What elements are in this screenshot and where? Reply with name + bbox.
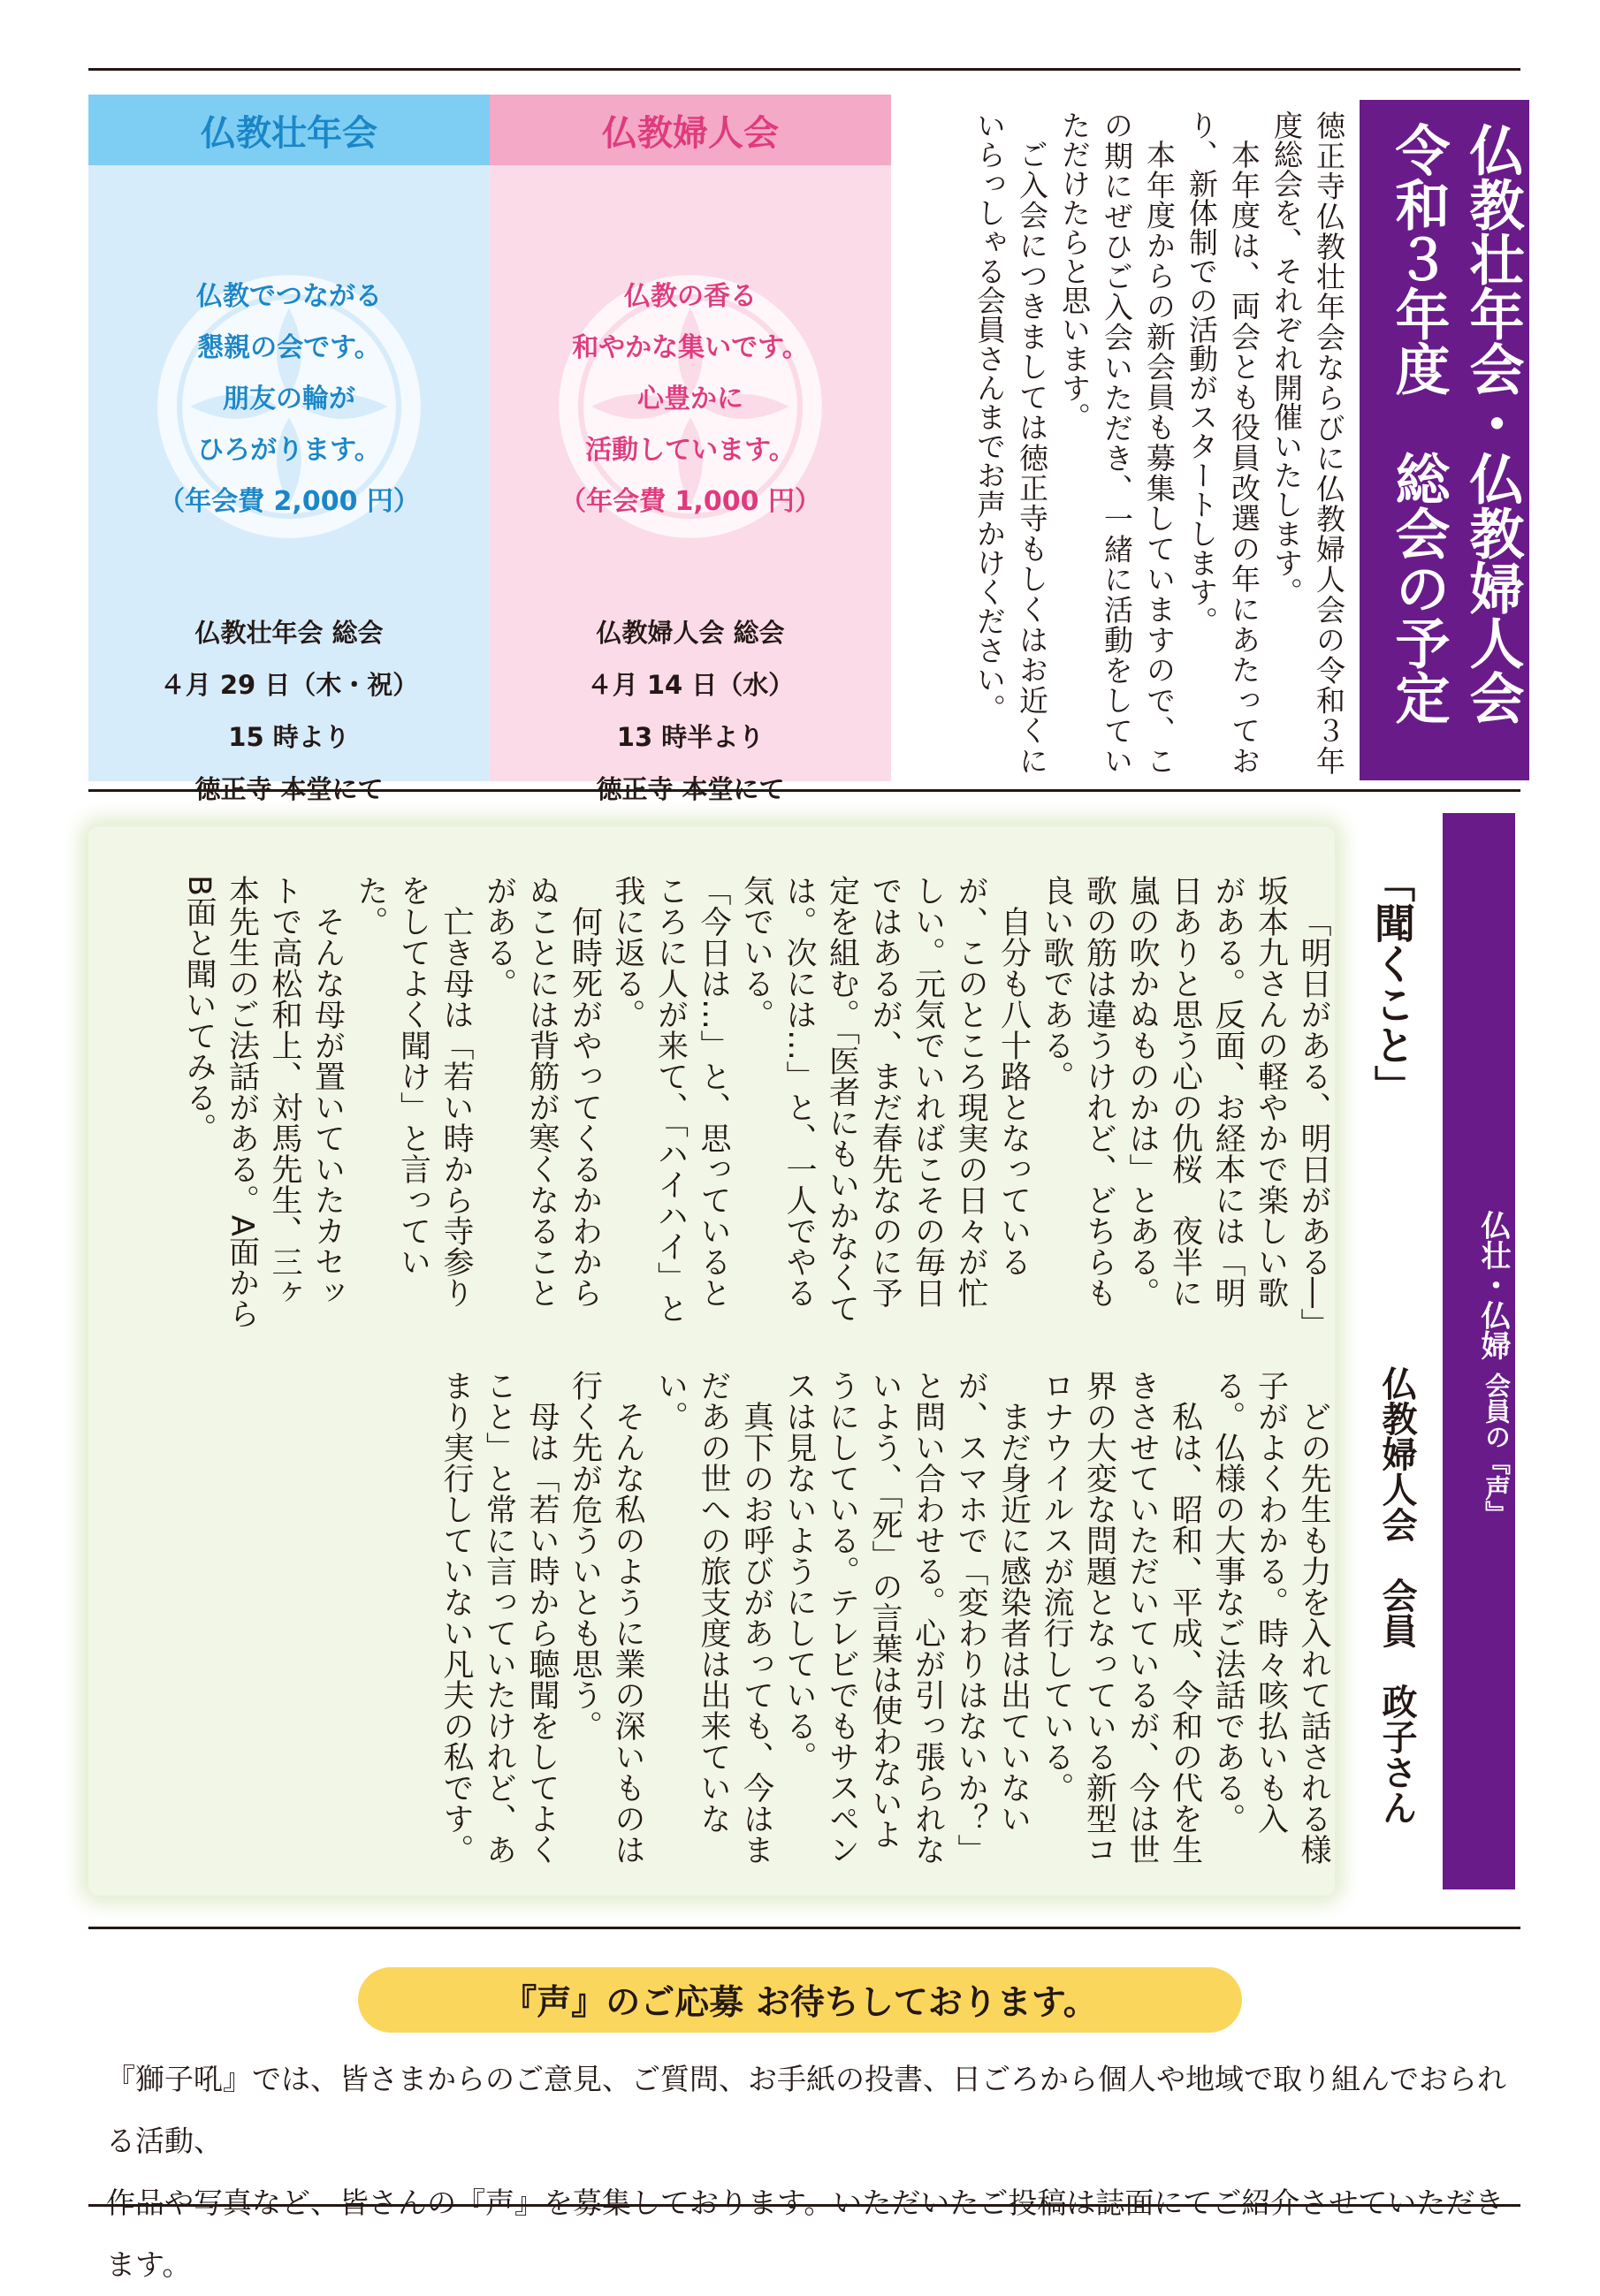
voice-label-sub: 会員の『声』 bbox=[1482, 1372, 1512, 1526]
fujinkai-panel bbox=[490, 95, 891, 804]
essay-paragraph: 「今日は…」と、思っているところに人が来て、「ハイハイ」と我に返る。 bbox=[610, 875, 731, 1324]
voice-section-label bbox=[1443, 813, 1515, 1889]
essay-paragraph: 母は「若い時から聴聞をしてよくこと」と常に言っていたけれど、あまり実行していない凡夫の私です。 bbox=[438, 1370, 560, 1865]
fujinkai-heading: 仏教婦人会 bbox=[490, 95, 891, 165]
top-rule bbox=[88, 68, 1520, 71]
essay-paragraph: まだ身近に感染者は出ていないが、スマホで「変わりはないか？」と問い合わせる。心が引っ張られないよう、「死」の言葉は使わないようにしている。テレビでもサスペンスは見ないようにしている。 bbox=[781, 1370, 1032, 1865]
soneikai-panel bbox=[88, 95, 490, 804]
essay-author: 仏教婦人会 会員 政子さん bbox=[1376, 1365, 1417, 1825]
lower-rule bbox=[88, 1927, 1520, 1929]
soneikai-heading: 仏教壮年会 bbox=[88, 95, 490, 165]
recruit-line: 『獅子吼』では、皆さまからのご意見、ご質問、お手紙の投書、日ごろから個人や地域で取り組んでおられる活動、 bbox=[106, 2062, 1506, 2158]
meeting-time: 13 時半より bbox=[616, 722, 765, 752]
meeting-place: 徳正寺 本堂にて bbox=[596, 774, 785, 804]
tagline-line: 懇親の会です。 bbox=[197, 332, 381, 363]
intro-paragraph: 徳正寺仏教壮年会ならびに仏教婦人会の令和３年度総会を、それぞれ開催いたします。 bbox=[1269, 110, 1346, 775]
meeting-date: ４月 29 日（木・祝） bbox=[159, 670, 419, 700]
general-meeting-intro bbox=[897, 110, 1350, 775]
meeting-name: 仏教壮年会 総会 bbox=[194, 618, 384, 648]
tagline-line: 活動しています。 bbox=[585, 435, 796, 466]
essay-paragraph: 「明日がある、明日がある―」坂本九さんの軽やかで楽しい歌がある。反面、お経本には「明日ありと思う心の仇桜 夜半に嵐の吹かぬものかは」とある。歌の筋は違うけれど、どちらも良い歌である。 bbox=[1039, 875, 1331, 1324]
soneikai-tagline bbox=[88, 271, 490, 528]
essay-paragraph: そんな母が置いていたカセットで高松和上、対馬先生、三ヶ本先生のご法話がある。A面からB面と聞いてみる。 bbox=[181, 875, 346, 1329]
intro-paragraph: ご入会につきましては徳正寺もしくはお近くにいらっしゃる会員さんまでお声かけください。 bbox=[972, 110, 1049, 775]
essay-upper-block bbox=[110, 875, 1335, 1334]
recruit-text bbox=[106, 2049, 1512, 2296]
intro-paragraph: 本年度は、両会とも役員改選の年にあたっており、新体制での活動がスタートします。 bbox=[1185, 110, 1261, 775]
essay-paragraph: どの先生も力を入れて話される様子がよくわかる。時々咳払いも入る。仏様の大事なご法話である。 bbox=[1210, 1370, 1331, 1865]
tagline-line: 仏教の香る bbox=[624, 281, 757, 312]
fujinkai-schedule bbox=[490, 607, 891, 816]
tagline-line: 和やかな集いです。 bbox=[572, 332, 809, 363]
intro-paragraph: 本年度からの新会員も募集していますので、この期にぜひご入会いただき、一緒に活動をしていただけたらと思います。 bbox=[1057, 110, 1177, 775]
essay-paragraph: 真下のお呼びがあっても、今はまだあの世への旅支度は出来ていない。 bbox=[652, 1370, 774, 1865]
essay-paragraph: 私は、昭和、平成、令和の代を生きさせていただいているが、今は世界の大変な問題となっている新型コロナウイルスが流行している。 bbox=[1039, 1370, 1203, 1865]
tagline-line: 仏教でつながる bbox=[196, 281, 382, 312]
annual-fee: （年会費 2,000 円） bbox=[158, 486, 420, 517]
page-title: 仏教壮年会・仏教婦人会 令和３年度 総会の予定 bbox=[1360, 100, 1529, 780]
tagline-line: 朋友の輪が bbox=[223, 384, 355, 414]
fujinkai-tagline bbox=[490, 271, 891, 528]
recruit-line: 作品や写真など、皆さんの『声』を募集しております。いただいたご投稿は誌面にてご紹介させていただきます。 bbox=[106, 2186, 1505, 2282]
tagline-line: ひろがります。 bbox=[197, 435, 381, 466]
tagline-line: 心豊かに bbox=[637, 384, 743, 414]
recruit-banner: 『声』のご応募 お待ちしております。 bbox=[358, 1967, 1242, 2033]
meeting-name: 仏教婦人会 総会 bbox=[596, 618, 785, 648]
essay-paragraph: 自分も八十路となっているが、このところ現実の日々が忙しい。元気でいればこその毎日ではあるが、まだ春先なのに予定を組む。「医者にもいかなくては。次には…」と、一人でやる気でいる。 bbox=[738, 875, 1032, 1324]
essay-lower-block bbox=[150, 1370, 1335, 1865]
meeting-date: ４月 14 日（水） bbox=[586, 670, 795, 700]
essay-paragraph: そんな私のように業の深いものは行く先が危ういとも思う。 bbox=[567, 1370, 645, 1865]
essay-paragraph: 何時死がやってくるかわからぬことには背筋が寒くなることがある。 bbox=[481, 875, 603, 1308]
voice-label-main: 仏壮・仏婦 bbox=[1475, 1210, 1511, 1360]
essay-title: 「聞くこと」 bbox=[1368, 862, 1416, 1106]
essay-paragraph: 亡き母は「若い時から寺参りをしてよく聞け」と言っていた。 bbox=[353, 875, 474, 1308]
soneikai-schedule bbox=[88, 607, 490, 816]
meeting-time: 15 時より bbox=[228, 722, 350, 752]
annual-fee: （年会費 1,000 円） bbox=[560, 486, 821, 517]
meeting-place: 徳正寺 本堂にて bbox=[194, 774, 384, 804]
